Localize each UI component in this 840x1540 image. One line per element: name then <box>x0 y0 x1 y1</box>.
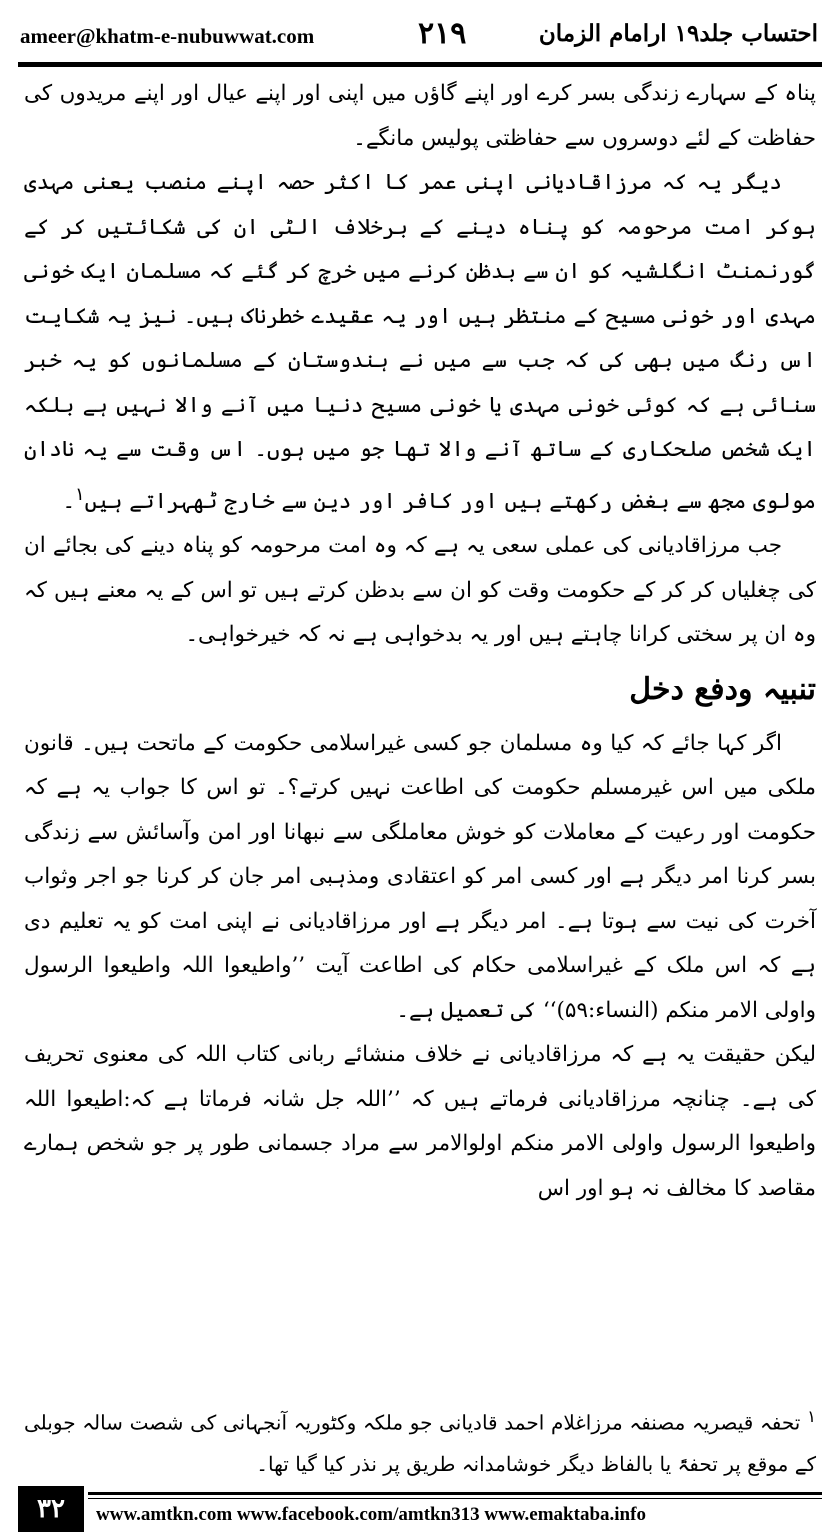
footer-rule-thin <box>88 1498 822 1499</box>
section-heading: تنبیہ ودفع دخل <box>629 671 816 707</box>
footer-number-box: ۳۲ <box>18 1486 84 1532</box>
paragraph-3: جب مرزاقادیانی کی عملی سعی یہ ہے کہ وہ امت مرحومہ کو پناہ دینے کی بجائے ان کی چغلیاں کر کر کے حکومت وقت کو ان سے بدظن کرتے ہیں تو اس کے یہ معنے ہیں کہ وہ ان پر سختی کرانا چاہتے ہیں اور یہ بدخواہی ہے نہ کہ خیرخواہی۔ <box>24 533 816 648</box>
paragraph-5: لیکن حقیقت یہ ہے کہ مرزاقادیانی نے خلاف منشائے ربانی کتاب اللہ کی معنوی تحریف کی ہے۔ چنانچہ مرزاقادیانی فرماتے ہیں کہ ’’اللہ جل شانہ فرماتا ہے کہ:اطیعوا اللہ واطیعوا الرسول واولی الامر منکم اولوالامر سے مراد جسمانی طور پر جو شخص ہمارے مقاصد کا مخالف نہ ہو اور اس <box>24 1042 816 1201</box>
header-email: ameer@khatm-e-nubuwwat.com <box>20 24 315 48</box>
footnote-text: تحفہ قیصریہ مصنفہ مرزاغلام احمد قادیانی جو ملکہ وکٹوریہ آنجہانی کی شصت سالہ جوبلی کے موقع پر تحفۃً یا بالفاظ دیگر خوشامدانہ طریق پر نذر کیا گیا تھا۔ <box>24 1410 816 1476</box>
paragraph-1: پناہ کے سہارے زندگی بسر کرے اور اپنے گاؤں میں اپنی اور اپنے عیال اور اپنے مریدوں کی حفاظت کے لئے دوسروں سے حفاظتی پولیس مانگے۔ <box>24 81 816 151</box>
paragraph-2-text: دیگر یہ کہ مرزاقادیانی اپنی عمر کا اکثر حصہ اپنے منصب یعنی مہدی ہوکر امت مرحومہ کو پناہ دینے کے برخلاف الٹی ان کی شکائتیں کر کے گورنمنٹ انگلشیہ کو ان سے بدظن کرنے میں خرچ کر گئے کہ مسلمان ایک خونی مہدی اور خونی مسیح کے منتظر ہیں اور یہ عقیدے خطرناک ہیں۔ نیز یہ شکایت اس رنگ میں بھی کی کہ جب سے میں نے ہندوستان کے مسلمانوں کو یہ خبر سنائی ہے کہ کوئی خونی مہدی یا خونی مسیح دنیا میں آنے والا نہیں ہے بلکہ ایک شخص صلحکاری کے ساتھ آنے والا تھا جو میں ہوں۔ اس وقت سے یہ نادان مولوی مجھ سے بغض رکھتے ہیں اور کافر اور دین سے خارج ٹھہراتے ہیں <box>24 170 816 514</box>
header-rule <box>18 62 822 67</box>
footnote-marker: ۱ <box>807 1407 817 1426</box>
paragraph-2: دیگر یہ کہ مرزاقادیانی اپنی عمر کا اکثر حصہ اپنے منصب یعنی مہدی ہوکر امت مرحومہ کو پناہ دینے کے برخلاف الٹی ان کی شکائتیں کر کے گورنمنٹ انگلشیہ کو ان سے بدظن کرنے میں خرچ کر گئے کہ مسلمان ایک خونی مہدی اور خونی مسیح کے منتظر ہیں اور یہ عقیدے خطرناک ہیں۔ نیز یہ شکایت اس رنگ میں بھی کی کہ جب سے میں نے ہندوستان کے مسلمانوں کو یہ خبر سنائی ہے کہ کوئی خونی مہدی یا خونی مسیح دنیا میں آنے والا نہیں ہے بلکہ ایک شخص صلحکاری کے ساتھ آنے والا تھا جو میں ہوں۔ اس وقت سے یہ نادان مولوی مجھ سے بغض رکھتے ہیں اور کافر اور دین سے خارج ٹھہراتے ہیں$^۱$۔ <box>24 170 816 514</box>
footer-urls: www.amtkn.com www.facebook.com/amtkn313 www.emaktaba.info <box>96 1504 646 1525</box>
page-footer <box>18 1482 822 1534</box>
page-body <box>24 72 816 1211</box>
paragraph-4: اگر کہا جائے کہ کیا وہ مسلمان جو کسی غیراسلامی حکومت کے ماتحت ہیں۔ قانون ملکی میں اس غیرمسلم حکومت کی اطاعت نہیں کرتے؟۔ تو اس کا جواب یہ ہے کہ حکومت اور رعیت کے معاملات کو خوش معاملگی سے نبھانا اور امن وآسائش سے زندگی بسر کرنا امر دیگر ہے اور کسی امر کو اعتقادی ومذہبی امر جان کر کرنا جو اجر وثواب آخرت کی نیت سے ہوتا ہے۔ امر دیگر ہے اور مرزاقادیانی نے اپنی امت کو یہ تعلیم دی ہے کہ اس ملک کے غیراسلامی حکام کی اطاعت آیت ’’واطیعوا اللہ واطیعوا الرسول واولی الامر منکم (النساء:۵۹)‘‘ کی تعمیل ہے۔ <box>24 730 817 1023</box>
page-number: ۲۱۹ <box>418 16 467 51</box>
footer-rule-thick <box>88 1492 822 1495</box>
page-header <box>18 14 822 62</box>
footnote-ref: ۱ <box>75 483 85 505</box>
book-title: احتساب جلد۱۹ ارامام الزمان <box>538 20 818 47</box>
footnote <box>24 1396 816 1485</box>
